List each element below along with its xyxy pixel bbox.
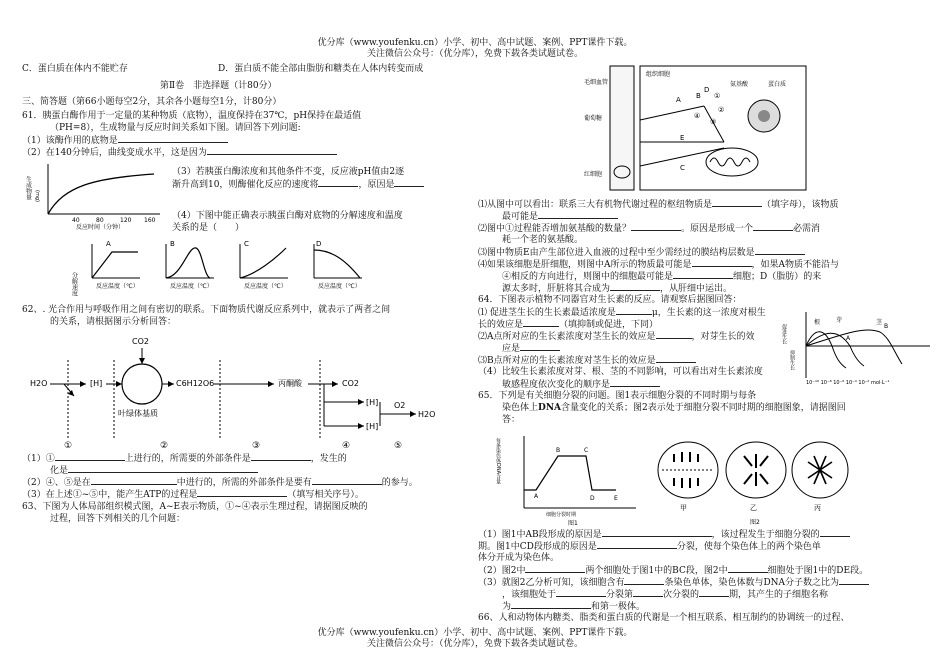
figure-63-tissue xyxy=(584,62,810,194)
q63-sub-2: ⑵图中①过程能否增加氨基酸的数量？ 。原因是形成一个 必需消 xyxy=(478,224,821,234)
q62-sub-2: （2）④、⑤是在 中进行的，所需的外部条件是要有 的参与。 xyxy=(22,478,418,488)
figure-65-2 xyxy=(652,430,852,526)
panels-xlabel-b: 反应温度（℃） xyxy=(170,283,213,290)
fig64-ylabel-promote: 促进生长 xyxy=(781,324,787,344)
q65-sub-1c: 期。图1中CD段形成的原因是 分裂，使每个染色体上的两个染色单 xyxy=(478,542,821,552)
q61-sub-1: （1）该酶作用的底物是 xyxy=(22,134,228,147)
fig65-1-point-a: A xyxy=(534,493,539,500)
q61-line-2: （PH=8），生成物量与反应时间关系如下图。请回答下列问题: xyxy=(50,123,301,133)
option-c: C．蛋白质在体内不能贮存 xyxy=(22,64,128,74)
fig65-2-label-yi: 乙 xyxy=(750,504,757,512)
q64-sub-1a: ⑴ 促进茎生长的生长素最适浓度是 μ，生长素的这一浓度对根生 xyxy=(478,308,766,318)
q63-sub-3: ⑶图中物质E由产生部位进入血液的过程中至少需经过的膜结构层数是 xyxy=(478,246,805,259)
fig65-1-ylabel: 每条染色体DNA含量 xyxy=(495,438,501,485)
fig65-2-label-jia: 甲 xyxy=(680,504,687,512)
q62-line-2: 的关系，请根据图示分析回答： xyxy=(50,317,177,327)
q63-sub-1c: 最可能是 xyxy=(502,210,618,223)
q65-sub-2: （2）图2中 两个细胞处于图1中的BC段，图2中 细胞处于图1中的DE段。 xyxy=(478,566,869,576)
fig62-h3: [H] xyxy=(366,398,379,407)
fig62-co2: CO2 xyxy=(132,337,149,346)
q62-line-1: 62、. 光合作用与呼吸作用之间有密切的联系。下面物质代谢反应系列中，就表示了两者之间 xyxy=(22,305,391,315)
q61-sub-3a: （3）若胰蛋白酶浓度和其他条件不变，反应液pH值由2逐 xyxy=(172,167,405,177)
q65-sub-3c: ，该细胞处于 分裂第 次分裂的 期，其产生的子细胞名称 xyxy=(502,590,829,600)
q64-sub-3: ⑶B点所对应的生长素浓度对茎生长的效应是 xyxy=(478,354,696,367)
fig62-glucose: C6H12O6 xyxy=(176,379,215,388)
figure-64-auxin xyxy=(781,308,934,386)
calvin-cycle-circle xyxy=(122,364,162,404)
footer-line-2: 关注微信公众号：（优分库），免费下载各类试题试卷。 xyxy=(366,639,583,650)
fig61-tick-80: 80 xyxy=(96,217,104,224)
fig64-ylabel-inhibit: 抑制生长 xyxy=(789,350,795,370)
q64-sub-4a: （4）比较生长素浓度对芽、根、茎的不同影响，可以看出对生长素浓度 xyxy=(478,367,763,377)
figure-61-panels xyxy=(70,238,364,296)
q63-line-2: 过程，回答下列相关的几个问题： xyxy=(50,514,186,524)
fig63-num-1: ① xyxy=(714,92,721,100)
panels-xlabel-a: 反应温度（℃） xyxy=(96,283,139,290)
panel-d-label: D xyxy=(316,240,322,248)
fig61-ylabel-unit: (mg) xyxy=(34,190,40,202)
fig63-protein: 蛋白质 xyxy=(768,81,787,88)
q61-line-1: 61．胰蛋白酶作用于一定量的某种物质（底物），温度保持在37℃，pH保持在最适值 xyxy=(22,111,362,121)
q65-sub-1a: （1）图1中AB段形成的原因是 ，该过程发生于细胞分裂的 xyxy=(478,528,850,541)
q62-sub-1: （1）① 上进行的，所需要的外部条件是 ，发生的 xyxy=(22,454,347,464)
figure-61-curve xyxy=(24,160,164,230)
figure-62-metabolism xyxy=(24,330,444,450)
q63-sub-2d: 耗一个老的氨基酸。 xyxy=(502,235,584,245)
fig64-label-root: 根 xyxy=(814,319,821,326)
fig65-1-point-d: D xyxy=(590,495,595,502)
panel-d xyxy=(314,240,362,278)
fig63-tissue-label: 组织细胞 xyxy=(646,71,671,78)
fig63-num-2: ② xyxy=(718,106,725,114)
fig63-rbc: 红细胞 xyxy=(584,171,603,178)
fig62-chloroplast-stroma: 叶绿体基质 xyxy=(118,409,158,418)
fig63-aa: 氨基酸 xyxy=(730,81,749,88)
panel-c-label: C xyxy=(244,240,249,248)
q64-sub-2: ⑵A点所对应的生长素浓度对茎生长的效应是 ，对芽生长的效 xyxy=(478,332,755,342)
fig62-o2: O2 xyxy=(394,401,406,410)
panel-a-label: A xyxy=(106,240,111,248)
fig62-h2o: H2O xyxy=(30,379,48,388)
panel-b-label: B xyxy=(170,240,175,248)
q61-sub-4b: 关系的是（ ） xyxy=(172,223,245,233)
fig64-point-b: B xyxy=(884,323,889,330)
fig65-1-xlabel: 细胞分裂时期 xyxy=(546,512,577,518)
fig64-label-stem: 茎 xyxy=(876,319,883,326)
page-footer xyxy=(0,628,950,651)
fig62-step-2: ② xyxy=(160,441,169,451)
q63-line-1: 63、下图为人体局部组织模式图，A~E表示物质，①~④表示生理过程，请据图反映的 xyxy=(22,502,368,512)
fig63-capillary: 毛细血管 xyxy=(584,79,609,86)
fig65-1-caption: 图1 xyxy=(568,520,578,527)
fig63-letter-c: C xyxy=(680,164,685,172)
fig64-xticks: 10⁻¹⁰ 10⁻⁸ 10⁻⁶ 10⁻⁴ 10⁻² mol·L⁻¹ xyxy=(806,380,890,386)
q65-line-2: 染色体上DNA含量变化的关系；图2表示处于细胞分裂不同时期的细胞图象，请据图回 xyxy=(502,403,846,413)
option-d: D．蛋白质不能全部由脂肪和糖类在人体内转变而成 xyxy=(218,64,424,74)
panels-xlabel-d: 反应温度（℃） xyxy=(318,283,361,290)
fig62-co2b: CO2 xyxy=(342,379,359,388)
q63-sub-4e: 源太多时，肝脏将其合成为 ，从肝细中运出。 xyxy=(502,284,733,294)
panel-c xyxy=(240,240,288,278)
fig63-letter-a: A xyxy=(676,96,681,104)
figure-65-1 xyxy=(496,430,646,526)
fig64-point-a: A xyxy=(846,335,851,342)
q64-line-1: 64．下图表示植物不同器官对生长素的反应。请观察后据图回答： xyxy=(478,295,742,305)
part-3-title: 三、简答题（第66小题每空2分，其余各小题每空1分，计80分） xyxy=(22,97,282,107)
fig64-label-bud: 芽 xyxy=(836,317,843,324)
fig61-tick-40: 40 xyxy=(72,217,80,224)
fig65-2-label-bing: 丙 xyxy=(814,504,821,512)
q62-sub-1d: 化是 xyxy=(50,464,258,477)
q65-sub-1e: 体分开成为染色体。 xyxy=(478,553,560,563)
q63-sub-1a: ⑴从图中可以看出：联系三大有机物代谢过程的枢纽物质是 （填字母），该物质 xyxy=(478,200,839,210)
fig65-1-point-b: B xyxy=(556,447,561,454)
fig62-h: [H] xyxy=(90,379,103,388)
q66-line: 66、人和动物体内糖类、脂类和蛋白质的代谢是一个相互联系、相互制约的协调统一的过程、 xyxy=(478,613,850,623)
q62-sub-3: （3）在上述①~⑤中，能产生ATP的过程是 （填写相关序号）。 xyxy=(22,490,364,500)
fig62-h2ob: H2O xyxy=(418,410,436,419)
q64-sub-1c: 长的效应是 （填抑制或促进，下同） xyxy=(478,320,659,330)
fig61-tick-120: 120 xyxy=(120,217,132,224)
section-title: 第Ⅱ卷 非选择题（计80分） xyxy=(160,81,277,91)
fig65-2-caption: 图2 xyxy=(750,519,760,526)
fig61-ylabel: 生成物量 xyxy=(24,176,32,200)
q65-line-3: 答： xyxy=(502,415,521,425)
fig63-num-4: ④ xyxy=(694,112,701,120)
fig62-pyruvate: 丙酮酸 xyxy=(278,379,302,388)
fig63-letter-b: B xyxy=(696,92,701,100)
q63-sub-4a: ⑷如果该细胞是肝细胞，则图中A所示的物质最可能是 ，如果A物质不能沿与 xyxy=(478,260,840,270)
page-header xyxy=(0,38,950,61)
fig62-step-5: ⑤ xyxy=(394,441,403,451)
fig65-1-point-e: E xyxy=(614,495,618,502)
cell-yi xyxy=(726,442,786,512)
q64-sub-4b: 敏感程度依次变化的顺序是 xyxy=(502,378,660,391)
q61-sub-4a: （4）下图中能正确表示胰蛋白酶对底物的分解速度和温度 xyxy=(172,211,403,221)
panels-xlabel-c: 反应温度（℃） xyxy=(244,283,287,290)
footer-line-1: 优分库（www.youfenku.cn）小学、初中、高中试题、案例、PPT课件下载。 xyxy=(317,628,633,638)
q61-sub-2: （2）在140分钟后，曲线变成水平，这是因为 xyxy=(22,146,337,159)
panel-a xyxy=(92,240,140,278)
fig63-letter-e: E xyxy=(680,134,685,142)
fig61-xlabel: 反应时间（分钟） xyxy=(76,224,125,231)
fig65-1-point-c: C xyxy=(584,447,589,454)
cell-jia xyxy=(658,442,718,512)
header-line-1: 优分库（www.youfenku.cn）小学、初中、高中试题、案例、PPT课件下载。 xyxy=(317,38,633,48)
panels-ylabel: 分解速度 xyxy=(70,272,78,296)
fig62-step-1: ① xyxy=(64,441,73,451)
q64-sub-2c: 应是 xyxy=(502,342,560,355)
header-line-2: 关注微信公众号：（优分库），免费下载各类试题试卷。 xyxy=(366,49,583,60)
q65-sub-3g: 为 和第一极体。 xyxy=(502,602,646,612)
q61-sub-3b: 渐升高到10，则酶催化反应的速度将 ，原因是 xyxy=(172,178,424,191)
fig63-letter-d: D xyxy=(704,86,710,94)
q65-line-1: 65．下列是有关细胞分裂的问题。图1表示细胞分裂的不同时期与每条 xyxy=(478,391,757,401)
q65-sub-3a: （3）就图2乙分析可知，该细胞含有 条染色单体，染色体数与DNA分子数之比为 xyxy=(478,576,869,589)
fig63-glucose: 葡萄糖 xyxy=(584,115,603,122)
fig62-h4: [H] xyxy=(366,422,379,431)
panel-b xyxy=(166,240,214,278)
fig62-step-4: ④ xyxy=(342,441,351,451)
fig62-step-3: ③ xyxy=(252,441,261,451)
cell-bing xyxy=(792,442,848,512)
fig63-num-3: ③ xyxy=(710,118,717,126)
fig61-tick-160: 160 xyxy=(144,217,156,224)
q63-sub-4c: ④相反的方向进行，则图中的细胞最可能是 细胞；D（脂肪）的来 xyxy=(502,272,822,282)
